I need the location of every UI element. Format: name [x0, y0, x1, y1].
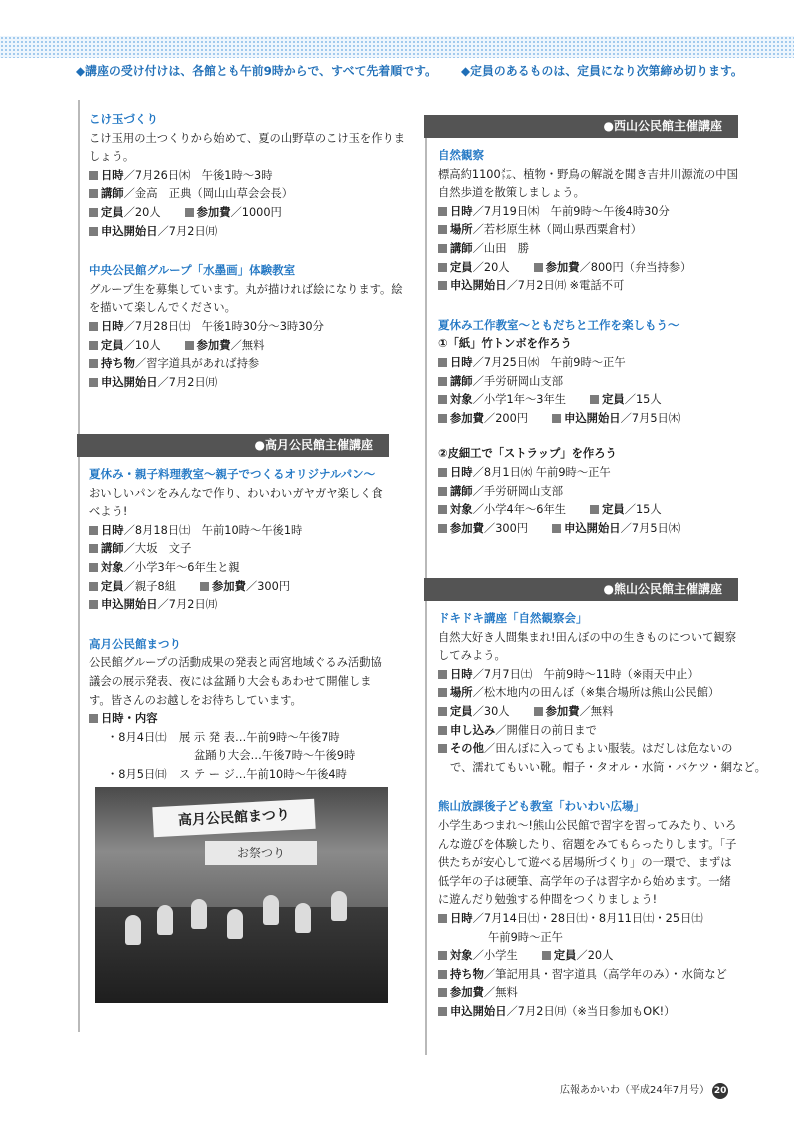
- square-bullet-icon: [438, 377, 447, 386]
- performer-figure: [125, 915, 141, 945]
- course-description: グループ生を募集しています。丸が描ければ絵になります。絵を描いて楽しんでください。: [89, 282, 403, 315]
- festival-photo: [95, 787, 388, 1003]
- square-bullet-icon: [200, 582, 209, 591]
- square-bullet-icon: [89, 378, 98, 387]
- craft-sub1-title: ①「紙」竹トンボを作ろう: [438, 337, 572, 351]
- course-description: 小学生あつまれ～!熊山公民館で習字を習ってみたり、いろんな遊びを体験したり、宿題をみてもらったりします。「子供たちが安心して遊べる居場所づくり」の一環で、まずは低学年の子は硬筆、高学年の子は習字から始めます。一緒に遊んだり勉強する仲間をつくりましょう!: [438, 818, 737, 907]
- square-bullet-icon: [438, 670, 447, 679]
- course-description: 標高約1100㍍、植物・野鳥の解説を聞き吉井川源流の中国自然歩道を散策しましょう。: [438, 167, 738, 200]
- course-kokedama: [89, 110, 409, 241]
- square-bullet-icon: [438, 358, 447, 367]
- square-bullet-icon: [438, 207, 447, 216]
- start-date-line: 申込開始日／7月2日㈪: [89, 596, 389, 615]
- teacher-line: 講師／手労研岡山支部: [438, 373, 738, 392]
- target-capacity-line: 対象／小学1年～3年生 定員／15人: [438, 391, 738, 410]
- square-bullet-icon: [438, 688, 447, 697]
- square-bullet-icon: [89, 227, 98, 236]
- square-bullet-icon: [552, 524, 561, 533]
- square-bullet-icon: [89, 171, 98, 180]
- course-description: 公民館グループの活動成果の発表と両宮地域ぐるみ活動協議会の展示発表、夜には盆踊り大会もあわせて開催します。皆さんのお越しをお待ちしています。: [89, 656, 382, 707]
- course-title: 夏休み工作教室～ともだちと工作を楽しもう～: [438, 317, 680, 332]
- square-bullet-icon: [590, 395, 599, 404]
- performer-figure: [157, 905, 173, 935]
- teacher-line: 講師／山田 勝: [438, 240, 738, 259]
- square-bullet-icon: [438, 914, 447, 923]
- teacher-line: 講師／大坂 文子: [89, 540, 389, 559]
- schedule-day2: ・8月5日㈰ ス テ ー ジ…午前10時～午後4時: [107, 767, 347, 781]
- square-bullet-icon: [438, 951, 447, 960]
- performer-figure: [227, 909, 243, 939]
- course-title: 中央公民館グループ「水墨画」体験教室: [89, 263, 296, 278]
- other-line: その他／田んぼに入ってもよい服装。はだしは危ないの: [438, 740, 738, 759]
- square-bullet-icon: [438, 281, 447, 290]
- square-bullet-icon: [89, 544, 98, 553]
- square-bullet-icon: [89, 526, 98, 535]
- target-capacity-line: 対象／小学4年～6年生 定員／15人: [438, 501, 738, 520]
- square-bullet-icon: [89, 582, 98, 591]
- course-nature: [438, 146, 738, 296]
- footer-publication: 広報あかいわ（平成24年7月号）: [560, 1085, 710, 1096]
- start-date-line: 申込開始日／7月2日㈪（※当日参加もOK!）: [438, 1003, 738, 1022]
- course-title: 自然観察: [438, 148, 484, 162]
- date-line: 日時／7月19日㈭ 午前9時～午後4時30分: [438, 203, 738, 222]
- square-bullet-icon: [438, 707, 447, 716]
- square-bullet-icon: [438, 414, 447, 423]
- craft-sub2-title: ②皮細工で「ストラップ」を作ろう: [438, 447, 617, 461]
- square-bullet-icon: [438, 524, 447, 533]
- capacity-fee-line: 定員／30人 参加費／無料: [438, 703, 738, 722]
- square-bullet-icon: [89, 359, 98, 368]
- start-date-line: 申込開始日／7月2日㈪ ※電話不可: [438, 277, 738, 296]
- performer-figure: [295, 903, 311, 933]
- teacher-line: 講師／金高 正典（岡山山草会会長）: [89, 185, 409, 204]
- square-bullet-icon: [89, 322, 98, 331]
- target-line: 対象／小学3年～6年生と親: [89, 559, 389, 578]
- capacity-fee-line: 定員／親子8組 参加費／300円: [89, 578, 389, 597]
- square-bullet-icon: [438, 1007, 447, 1016]
- course-title: こけ玉づくり: [89, 112, 158, 126]
- fee-line: 参加費／無料: [438, 984, 738, 1003]
- date-line: 日時／7月28日㈯ 午後1時30分～3時30分: [89, 318, 409, 337]
- date-line: 日時／7月25日㈬ 午前9時～正午: [438, 354, 738, 373]
- schedule-day1-evening: 盆踊り大会…午後7時～午後9時: [194, 749, 356, 763]
- kumayama-header: ●熊山公民館主催講座: [424, 578, 738, 601]
- notice-line: [76, 62, 756, 81]
- date-line: 日時／8月1日㈬ 午前9時～正午: [438, 464, 738, 483]
- photo-banner-small: お祭つり: [205, 841, 317, 865]
- nishiyama-header: ●西山公民館主催講座: [424, 115, 738, 138]
- performer-figure: [331, 891, 347, 921]
- bring-line: 持ち物／習字道具があれば持参: [89, 355, 409, 374]
- square-bullet-icon: [185, 208, 194, 217]
- place-line: 場所／若杉原生林（岡山県西粟倉村）: [438, 221, 738, 240]
- square-bullet-icon: [89, 563, 98, 572]
- square-bullet-icon: [534, 707, 543, 716]
- square-bullet-icon: [89, 189, 98, 198]
- course-description: 自然大好き人間集まれ!田んぼの中の生きものについて観察してみよう。: [438, 630, 737, 663]
- square-bullet-icon: [438, 395, 447, 404]
- notice-first-come: ◆講座の受け付けは、各館とも午前9時からで、すべて先着順です。: [76, 64, 437, 78]
- square-bullet-icon: [89, 341, 98, 350]
- fee-start-line: 参加費／300円 申込開始日／7月5日㈭: [438, 520, 738, 539]
- takatsuki-header: ●高月公民館主催講座: [77, 434, 389, 457]
- square-bullet-icon: [438, 988, 447, 997]
- apply-line: 申し込み／開催日の前日まで: [438, 722, 738, 741]
- capacity-fee-line: 定員／20人 参加費／800円（弁当持参）: [438, 259, 738, 278]
- date-line: 日時／7月7日㈯ 午前9時～11時（※雨天中止）: [438, 666, 738, 685]
- place-line: 場所／松木地内の田んぼ（※集合場所は熊山公民館）: [438, 684, 738, 703]
- capacity-fee-line: 定員／20人 参加費／1000円: [89, 204, 409, 223]
- course-description: おいしいパンをみんなで作り、わいわいガヤガヤ楽しく食べよう!: [89, 486, 383, 519]
- square-bullet-icon: [438, 263, 447, 272]
- performer-figure: [191, 899, 207, 929]
- course-title: 高月公民館まつり: [89, 636, 181, 651]
- date-line: 日時／8月18日㈯ 午前10時～午後1時: [89, 522, 389, 541]
- square-bullet-icon: [534, 263, 543, 272]
- header-dot-band: [0, 36, 794, 58]
- right-column: [424, 115, 738, 538]
- course-festival: [89, 635, 389, 785]
- start-date-line: 申込開始日／7月2日㈪: [89, 223, 409, 242]
- square-bullet-icon: [438, 970, 447, 979]
- course-afterschool: [438, 797, 738, 1021]
- course-title: 熊山放課後子ども教室「わいわい広場」: [438, 799, 645, 814]
- square-bullet-icon: [438, 225, 447, 234]
- page-number: 20: [712, 1083, 728, 1099]
- square-bullet-icon: [438, 468, 447, 477]
- content-label-line: 日時・内容: [89, 710, 389, 729]
- course-title: 夏休み・親子料理教室～親子でつくるオリジナルパン～: [89, 467, 376, 481]
- square-bullet-icon: [185, 341, 194, 350]
- target-capacity-line: 対象／小学生 定員／20人: [438, 947, 738, 966]
- bring-line: 持ち物／筆記用具・習字道具（高学年のみ）・水筒など: [438, 966, 738, 985]
- fee-start-line: 参加費／200円 申込開始日／7月5日㈭: [438, 410, 738, 429]
- left-column: [89, 110, 409, 412]
- notice-capacity: ◆定員のあるものは、定員になり次第締め切ります。: [460, 64, 743, 78]
- course-suibokuga: [89, 261, 409, 392]
- page-footer: [560, 1082, 728, 1101]
- square-bullet-icon: [438, 487, 447, 496]
- date-line-cont: 午前9時～正午: [488, 930, 563, 944]
- course-title: ドキドキ講座「自然観察会」: [438, 611, 588, 625]
- performer-figure: [263, 895, 279, 925]
- start-date-line: 申込開始日／7月2日㈪: [89, 374, 409, 393]
- teacher-line: 講師／手労研岡山支部: [438, 483, 738, 502]
- course-description: こけ玉用の土つくりから始めて、夏の山野草のこけ玉を作りましょう。: [89, 131, 406, 164]
- capacity-fee-line: 定員／10人 参加費／無料: [89, 337, 409, 356]
- square-bullet-icon: [438, 505, 447, 514]
- course-craft: [438, 316, 738, 539]
- square-bullet-icon: [438, 244, 447, 253]
- schedule-day1: ・8月4日㈯ 展 示 発 表…午前9時～午後7時: [107, 730, 340, 744]
- course-dokidoki: [438, 609, 766, 777]
- square-bullet-icon: [552, 414, 561, 423]
- square-bullet-icon: [89, 714, 98, 723]
- photo-banner: 高月公民館まつり: [152, 799, 315, 837]
- square-bullet-icon: [438, 744, 447, 753]
- square-bullet-icon: [89, 208, 98, 217]
- square-bullet-icon: [89, 600, 98, 609]
- other-line-cont: で、濡れてもいい靴。帽子・タオル・水筒・バケツ・網など。: [450, 760, 766, 774]
- square-bullet-icon: [542, 951, 551, 960]
- square-bullet-icon: [590, 505, 599, 514]
- date-line: 日時／7月14日㈯・28日㈯・8月11日㈯・25日㈯: [438, 910, 738, 929]
- takatsuki-block: [77, 434, 389, 805]
- course-bread: [89, 465, 389, 615]
- square-bullet-icon: [438, 726, 447, 735]
- kumayama-block: [424, 578, 766, 1041]
- date-line: 日時／7月26日㈭ 午後1時～3時: [89, 167, 409, 186]
